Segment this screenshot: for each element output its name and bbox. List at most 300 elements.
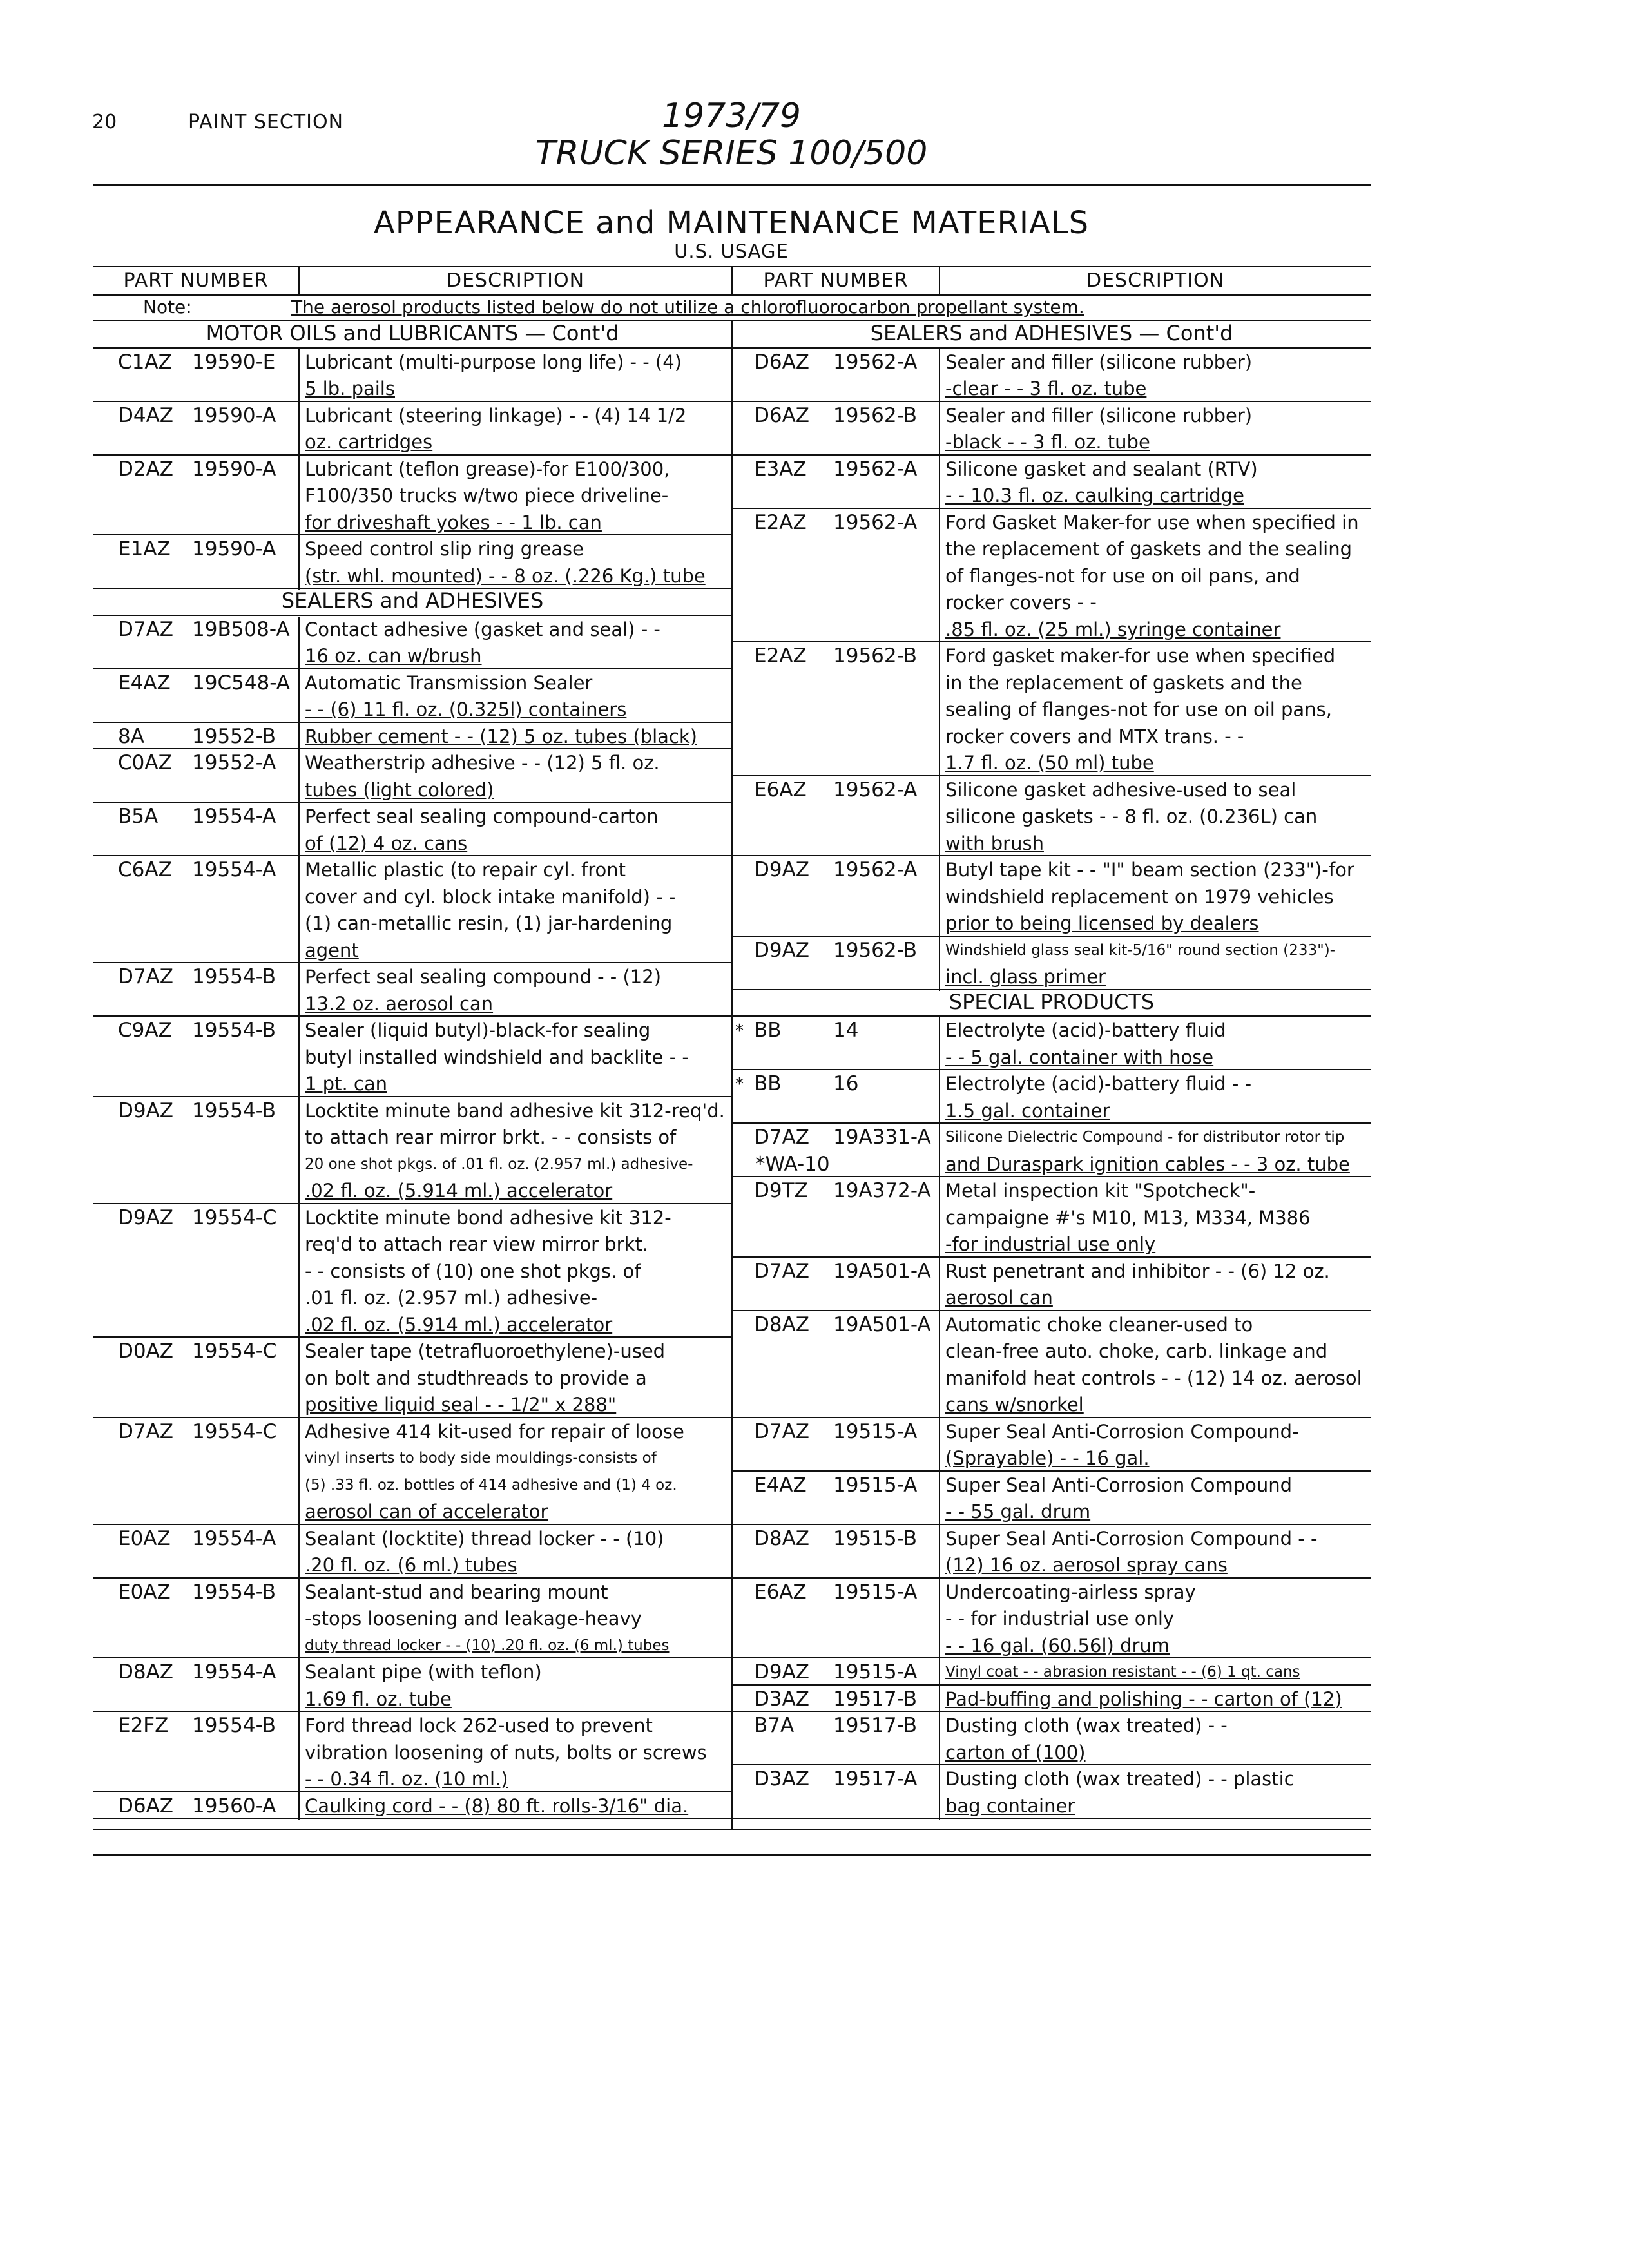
- part-number-base: 19C548-A: [192, 671, 290, 695]
- row-rule: [93, 1015, 731, 1017]
- description-line: duty thread locker - - (10) .20 fl. oz. (6 ml.) tubes: [305, 1637, 670, 1654]
- row-divider: [939, 403, 940, 456]
- part-number-base: 19554-B: [192, 1099, 276, 1122]
- row-rule: [93, 401, 731, 402]
- description-line: Rust penetrant and inhibitor - - (6) 12 oz.: [945, 1260, 1330, 1282]
- part-number-prefix: C0AZ: [118, 751, 172, 774]
- part-number-prefix: D4AZ: [118, 403, 174, 427]
- row-divider: [298, 1017, 300, 1098]
- description-line: oz. cartridges: [305, 431, 433, 453]
- row-rule: [93, 534, 731, 535]
- description-line: Sealer and filler (silicone rubber): [945, 351, 1253, 373]
- description-line: Pad-buffing and polishing - - carton of (12): [945, 1687, 1342, 1710]
- part-number-prefix: BB: [754, 1019, 782, 1042]
- row-divider: [939, 1766, 940, 1820]
- part-number-prefix: E6AZ: [754, 1580, 807, 1604]
- row-divider: [298, 670, 300, 724]
- note-label: Note:: [143, 296, 192, 318]
- description-line: manifold heat controls - - (12) 14 oz. aerosol: [945, 1367, 1362, 1389]
- description-line: aerosol can: [945, 1287, 1053, 1309]
- part-number-prefix: D7AZ: [754, 1259, 810, 1283]
- part-description: [305, 803, 659, 857]
- note-text: The aerosol products listed below do not utilize a chlorofluorocarbon propellant system.: [291, 296, 1084, 318]
- part-number-base: 19515-A: [833, 1580, 918, 1604]
- description-line: Locktite minute bond adhesive kit 312-: [305, 1206, 671, 1229]
- description-line: Sealant-stud and bearing mount: [305, 1581, 608, 1603]
- part-description: [305, 964, 661, 1017]
- description-line: Caulking cord - - (8) 80 ft. rolls-3/16" dia.: [305, 1794, 689, 1817]
- part-description: [305, 724, 697, 751]
- row-divider: [298, 1579, 300, 1660]
- description-line: clean-free auto. choke, carb. linkage and: [945, 1340, 1328, 1362]
- row-rule: [733, 1417, 1371, 1418]
- description-line: Metallic plastic (to repair cyl. front: [305, 859, 626, 881]
- description-line: incl. glass primer: [945, 966, 1106, 988]
- part-number-prefix: D7AZ: [118, 965, 174, 988]
- part-number-prefix: D9AZ: [754, 858, 810, 881]
- part-number-prefix: C1AZ: [118, 350, 172, 374]
- part-description: [945, 349, 1252, 403]
- part-number-base: 14: [833, 1019, 859, 1042]
- description-line: Super Seal Anti-Corrosion Compound: [945, 1474, 1293, 1496]
- part-number-prefix: E2AZ: [754, 644, 807, 668]
- description-line: aerosol can of accelerator: [305, 1501, 548, 1523]
- description-line: (Sprayable) - - 16 gal.: [945, 1447, 1150, 1469]
- description-line: -for industrial use only: [945, 1233, 1156, 1255]
- part-number-base: 19A331-A: [833, 1126, 931, 1149]
- description-line: .85 fl. oz. (25 ml.) syringe container: [945, 618, 1281, 640]
- description-line: Automatic Transmission Sealer: [305, 671, 593, 694]
- part-description: [305, 1017, 689, 1098]
- row-rule: [93, 454, 731, 456]
- part-number-prefix: E4AZ: [754, 1473, 807, 1497]
- description-line: to attach rear mirror brkt. - - consists of: [305, 1126, 677, 1148]
- row-rule: [93, 668, 731, 669]
- part-number-base: 19515-A: [833, 1473, 918, 1497]
- description-line: and Duraspark ignition cables - - 3 oz. tube: [945, 1153, 1350, 1175]
- part-number-prefix: D7AZ: [754, 1126, 810, 1149]
- col-part-number-left: PART NUMBER: [123, 269, 269, 292]
- row-divider: [939, 349, 940, 403]
- part-number-base: 19590-A: [192, 537, 276, 561]
- row-divider: [939, 456, 940, 510]
- part-number-prefix: E1AZ: [118, 537, 171, 561]
- row-rule: [733, 1176, 1371, 1177]
- row-rule: [93, 1577, 731, 1579]
- section-heading-rule: [93, 347, 731, 349]
- description-line: Lubricant (teflon grease)-for E100/300,: [305, 457, 670, 480]
- part-number-prefix: D7AZ: [118, 617, 174, 641]
- part-number-base: 19590-A: [192, 403, 276, 427]
- description-line: 1.69 fl. oz. tube: [305, 1687, 452, 1710]
- part-number-base: 19A501-A: [833, 1312, 931, 1336]
- part-description: [945, 777, 1317, 858]
- part-number-prefix: B5A: [118, 805, 159, 828]
- description-line: Dusting cloth (wax treated) - - plastic: [945, 1768, 1295, 1790]
- part-description: [305, 536, 706, 590]
- row-rule: [93, 1818, 731, 1819]
- row-divider: [298, 1338, 300, 1419]
- part-description: [305, 349, 682, 403]
- row-rule: [93, 1417, 731, 1418]
- row-divider: [939, 1713, 940, 1766]
- part-description: [945, 510, 1359, 644]
- part-number-base: 19554-A: [192, 1526, 276, 1550]
- description-line: Rubber cement - - (12) 5 oz. tubes (black): [305, 725, 697, 747]
- part-description: [305, 1793, 688, 1820]
- col-divider: [298, 266, 300, 295]
- part-number-base: 19517-B: [833, 1687, 917, 1711]
- part-description: [305, 1338, 665, 1419]
- section-heading-rule: [733, 347, 1371, 349]
- description-line: sealing of flanges-not for use on oil pans,: [945, 698, 1332, 720]
- col-divider: [731, 266, 733, 295]
- row-rule: [733, 454, 1371, 456]
- row-rule: [93, 1203, 731, 1204]
- part-description: [945, 1472, 1292, 1526]
- description-line: Adhesive 414 kit-used for repair of loose: [305, 1420, 684, 1443]
- table-bottom-rule: [93, 1829, 1371, 1830]
- row-rule: [733, 775, 1371, 776]
- part-number-prefix: D9AZ: [754, 938, 810, 962]
- description-line: - - (6) 11 fl. oz. (0.325l) containers: [305, 698, 627, 720]
- row-rule: [733, 1577, 1371, 1579]
- part-number-prefix: D7AZ: [118, 1419, 174, 1443]
- description-line: Sealer (liquid butyl)-black-for sealing: [305, 1019, 651, 1041]
- section-heading: MOTOR OILS and LUBRICANTS — Cont'd: [206, 321, 619, 345]
- part-number-base: 19590-A: [192, 457, 276, 481]
- description-line: Lubricant (multi-purpose long life) - - (4): [305, 351, 682, 373]
- column-header-rule: [93, 294, 1371, 296]
- description-line: -clear - - 3 fl. oz. tube: [945, 378, 1147, 399]
- description-line: Lubricant (steering linkage) - - (4) 14 1/2: [305, 404, 687, 427]
- description-line: 5 lb. pails: [305, 378, 395, 399]
- part-number-base: 19517-A: [833, 1767, 918, 1791]
- row-divider: [298, 750, 300, 803]
- part-number-prefix: D3AZ: [754, 1767, 810, 1791]
- usage-label: U.S. USAGE: [674, 240, 789, 262]
- part-description: [945, 1579, 1196, 1660]
- year-range: 1973/79: [661, 97, 802, 135]
- part-number-prefix: E4AZ: [118, 671, 171, 695]
- description-line: 13.2 oz. aerosol can: [305, 992, 494, 1015]
- description-line: silicone gaskets - - 8 fl. oz. (0.236L) can: [945, 805, 1318, 827]
- part-number-prefix: D9AZ: [118, 1099, 174, 1122]
- row-divider: [939, 1686, 940, 1713]
- description-line: Vinyl coat - - abrasion resistant - - (6) 1 qt. cans: [945, 1664, 1300, 1680]
- part-number-base: 19554-A: [192, 805, 276, 828]
- row-divider: [298, 1205, 300, 1339]
- description-line: Locktite minute band adhesive kit 312-req'd.: [305, 1099, 725, 1122]
- part-number-base: 19562-A: [833, 350, 918, 374]
- part-number-prefix: D8AZ: [118, 1660, 174, 1684]
- part-description: [945, 1312, 1362, 1419]
- description-line: Sealer and filler (silicone rubber): [945, 404, 1253, 427]
- part-description: [945, 1124, 1350, 1178]
- description-line: Butyl tape kit - - "I" beam section (233")-for: [945, 859, 1354, 881]
- row-divider: [939, 1178, 940, 1258]
- part-number-alt: *WA-10: [755, 1152, 830, 1176]
- description-line: (5) .33 fl. oz. bottles of 414 adhesive and (1) 4 oz.: [305, 1476, 677, 1494]
- row-divider: [298, 1713, 300, 1793]
- part-number-prefix: E3AZ: [754, 457, 807, 481]
- part-number-prefix: E2FZ: [118, 1714, 169, 1737]
- description-line: - - 55 gal. drum: [945, 1501, 1091, 1523]
- row-divider: [298, 857, 300, 964]
- row-rule: [733, 1310, 1371, 1311]
- part-number-prefix: D3AZ: [754, 1687, 810, 1711]
- part-number-prefix: D9TZ: [754, 1179, 808, 1202]
- description-line: Electrolyte (acid)-battery fluid - -: [945, 1073, 1252, 1095]
- description-line: Perfect seal sealing compound - - (12): [305, 966, 662, 988]
- part-description: [945, 1419, 1299, 1472]
- part-description: [305, 1579, 670, 1660]
- part-number-prefix: D6AZ: [754, 403, 810, 427]
- description-line: butyl installed windshield and backlite - -: [305, 1046, 689, 1068]
- description-line: Windshield glass seal kit-5/16" round section (233")-: [945, 941, 1336, 959]
- section-heading-rule: [93, 615, 731, 616]
- part-description: [945, 857, 1354, 937]
- row-divider: [939, 1312, 940, 1419]
- row-divider: [939, 510, 940, 644]
- row-divider: [939, 1017, 940, 1071]
- part-number-base: 19554-C: [192, 1206, 277, 1229]
- description-line: Undercoating-airless spray: [945, 1581, 1196, 1603]
- asterisk-marker: *: [735, 1021, 744, 1041]
- part-number-base: 19515-A: [833, 1660, 918, 1684]
- row-rule: [93, 722, 731, 723]
- part-description: [945, 1526, 1317, 1579]
- part-description: [305, 857, 675, 964]
- row-rule: [93, 1096, 731, 1097]
- part-number-prefix: B7A: [754, 1714, 795, 1737]
- description-line: rocker covers - -: [945, 591, 1097, 613]
- description-line: Electrolyte (acid)-battery fluid: [945, 1019, 1226, 1041]
- part-description: [945, 937, 1335, 991]
- part-number-prefix: E6AZ: [754, 778, 807, 802]
- row-divider: [298, 1419, 300, 1526]
- description-line: 1.7 fl. oz. (50 ml) tube: [945, 752, 1154, 774]
- col-description-right: DESCRIPTION: [1086, 269, 1225, 292]
- part-number-prefix: D0AZ: [118, 1340, 174, 1363]
- part-number-base: 19517-B: [833, 1714, 917, 1737]
- description-line: 20 one shot pkgs. of .01 fl. oz. (2.957 ml.) adhesive-: [305, 1155, 693, 1173]
- part-number-base: 19552-B: [192, 724, 276, 748]
- description-line: Weatherstrip adhesive - - (12) 5 fl. oz.: [305, 752, 660, 774]
- description-line: Sealant pipe (with teflon): [305, 1661, 542, 1683]
- part-number-prefix: D6AZ: [754, 350, 810, 374]
- part-description: [305, 403, 686, 456]
- col-description-left: DESCRIPTION: [446, 269, 585, 292]
- part-description: [945, 1017, 1226, 1071]
- description-line: .02 fl. oz. (5.914 ml.) accelerator: [305, 1313, 613, 1336]
- description-line: the replacement of gaskets and the sealing: [945, 538, 1352, 560]
- row-divider: [298, 536, 300, 590]
- center-divider: [731, 320, 733, 1829]
- description-line: 1 pt. can: [305, 1073, 387, 1095]
- row-rule: [93, 1711, 731, 1712]
- row-divider: [298, 456, 300, 537]
- row-divider: [939, 1472, 940, 1526]
- description-line: Sealant (locktite) thread locker - - (10): [305, 1527, 664, 1550]
- part-number-prefix: D9AZ: [754, 1660, 810, 1684]
- part-description: [945, 1071, 1251, 1124]
- description-line: cover and cyl. block intake manifold) - -: [305, 885, 676, 908]
- part-description: [945, 1686, 1342, 1713]
- row-rule: [733, 1818, 1371, 1819]
- description-line: cans w/snorkel: [945, 1394, 1084, 1416]
- description-line: -stops loosening and leakage-heavy: [305, 1608, 642, 1629]
- description-line: - - consists of (10) one shot pkgs. of: [305, 1260, 641, 1282]
- row-divider: [298, 1793, 300, 1820]
- row-divider: [298, 1526, 300, 1579]
- description-line: in the replacement of gaskets and the: [945, 671, 1302, 694]
- description-line: Dusting cloth (wax treated) - -: [945, 1715, 1228, 1736]
- section-heading: SEALERS and ADHESIVES — Cont'd: [870, 321, 1233, 345]
- part-number-base: 19554-B: [192, 965, 276, 988]
- row-rule: [93, 1791, 731, 1792]
- description-line: 1.5 gal. container: [945, 1099, 1110, 1122]
- part-number-prefix: E2AZ: [754, 510, 807, 534]
- part-number-prefix: D6AZ: [118, 1794, 174, 1818]
- row-divider: [939, 1579, 940, 1660]
- part-description: [305, 617, 660, 670]
- part-number-base: 19515-A: [833, 1419, 918, 1443]
- description-line: rocker covers and MTX trans. - -: [945, 725, 1244, 747]
- part-number-prefix: D8AZ: [754, 1312, 810, 1336]
- part-number-base: 16: [833, 1072, 859, 1095]
- part-number-base: 19562-A: [833, 510, 918, 534]
- row-rule: [93, 1336, 731, 1338]
- description-line: vinyl inserts to body side mouldings-consists of: [305, 1450, 657, 1466]
- description-line: 16 oz. can w/brush: [305, 645, 482, 667]
- row-divider: [939, 1526, 940, 1579]
- description-line: - - for industrial use only: [945, 1608, 1175, 1629]
- part-number-prefix: BB: [754, 1072, 782, 1095]
- description-line: Super Seal Anti-Corrosion Compound - -: [945, 1527, 1318, 1550]
- description-line: Super Seal Anti-Corrosion Compound-: [945, 1420, 1299, 1443]
- row-rule: [93, 802, 731, 803]
- section-heading: SPECIAL PRODUCTS: [949, 989, 1155, 1014]
- series-title: TRUCK SERIES 100/500: [535, 134, 928, 173]
- part-description: [945, 1713, 1228, 1766]
- description-line: - - 10.3 fl. oz. caulking cartridge: [945, 485, 1244, 506]
- row-divider: [939, 857, 940, 937]
- part-description: [945, 1178, 1311, 1258]
- description-line: carton of (100): [945, 1741, 1086, 1763]
- description-line: windshield replacement on 1979 vehicles: [945, 885, 1334, 908]
- page-number: 20: [92, 111, 117, 133]
- description-line: Sealer tape (tetrafluoroethylene)-used: [305, 1340, 666, 1362]
- row-divider: [298, 1098, 300, 1205]
- row-rule: [93, 1524, 731, 1525]
- part-description: [305, 1098, 725, 1205]
- part-number-base: 19A372-A: [833, 1179, 931, 1202]
- row-rule: [733, 1122, 1371, 1124]
- description-line: Contact adhesive (gasket and seal) - -: [305, 618, 660, 640]
- part-number-base: 19562-B: [833, 403, 917, 427]
- row-rule: [733, 1069, 1371, 1070]
- description-line: of (12) 4 oz. cans: [305, 832, 468, 854]
- part-description: [945, 643, 1335, 777]
- part-number-base: 19560-A: [192, 1794, 276, 1818]
- description-line: campaigne #'s M10, M13, M334, M386: [945, 1206, 1311, 1229]
- row-divider: [939, 937, 940, 991]
- part-description: [945, 1258, 1330, 1312]
- row-rule: [733, 1256, 1371, 1258]
- description-line: Perfect seal sealing compound-carton: [305, 805, 659, 827]
- description-line: (12) 16 oz. aerosol spray cans: [945, 1554, 1228, 1576]
- part-number-base: 19554-B: [192, 1019, 276, 1042]
- part-number-base: 19590-E: [192, 350, 276, 374]
- description-line: tubes (light colored): [305, 778, 494, 801]
- row-divider: [298, 403, 300, 456]
- footer-rule: [93, 1854, 1371, 1856]
- header-rule: [93, 184, 1371, 186]
- part-number-prefix: D8AZ: [754, 1526, 810, 1550]
- row-divider: [298, 724, 300, 751]
- part-number-base: 19554-A: [192, 1660, 276, 1684]
- row-rule: [93, 1657, 731, 1658]
- part-description: [945, 403, 1252, 456]
- part-number-prefix: E0AZ: [118, 1580, 171, 1604]
- row-divider: [298, 349, 300, 403]
- row-rule: [93, 962, 731, 963]
- description-line: Automatic choke cleaner-used to: [945, 1313, 1253, 1336]
- description-line: bag container: [945, 1794, 1075, 1817]
- part-number-prefix: C6AZ: [118, 858, 172, 881]
- section-heading: SEALERS and ADHESIVES: [281, 588, 544, 613]
- part-number-prefix: D7AZ: [754, 1419, 810, 1443]
- row-rule: [733, 641, 1371, 642]
- part-number-base: 19A501-A: [833, 1259, 931, 1283]
- part-number-base: 19562-B: [833, 938, 917, 962]
- part-number-prefix: D2AZ: [118, 457, 174, 481]
- description-line: prior to being licensed by dealers: [945, 912, 1259, 934]
- part-description: [305, 1419, 684, 1526]
- part-description: [305, 1659, 542, 1713]
- part-number-base: 19562-A: [833, 858, 918, 881]
- description-line: positive liquid seal - - 1/2" x 288": [305, 1394, 617, 1416]
- asterisk-marker: *: [735, 1075, 744, 1094]
- description-line: vibration loosening of nuts, bolts or screws: [305, 1741, 707, 1763]
- part-number-prefix: 8A: [118, 724, 144, 748]
- row-divider: [939, 1258, 940, 1312]
- row-divider: [298, 617, 300, 670]
- part-number-base: 19515-B: [833, 1526, 917, 1550]
- row-divider: [939, 1124, 940, 1178]
- description-line: of flanges-not for use on oil pans, and: [945, 564, 1300, 587]
- description-line: Silicone gasket and sealant (RTV): [945, 457, 1258, 480]
- part-description: [945, 456, 1258, 510]
- row-rule: [733, 1524, 1371, 1525]
- row-divider: [939, 777, 940, 858]
- description-line: .02 fl. oz. (5.914 ml.) accelerator: [305, 1180, 613, 1202]
- part-description: [305, 1713, 707, 1793]
- description-line: Speed control slip ring grease: [305, 538, 584, 560]
- part-number-base: 19554-B: [192, 1580, 276, 1604]
- description-line: -black - - 3 fl. oz. tube: [945, 431, 1150, 453]
- description-line: (str. whl. mounted) - - 8 oz. (.226 Kg.) tube: [305, 564, 706, 587]
- description-line: .01 fl. oz. (2.957 ml.) adhesive-: [305, 1287, 598, 1309]
- row-rule: [733, 1657, 1371, 1658]
- row-divider: [939, 1071, 940, 1124]
- part-description: [945, 1659, 1300, 1686]
- row-rule: [93, 855, 731, 856]
- row-divider: [298, 964, 300, 1017]
- row-divider: [298, 1659, 300, 1713]
- part-description: [305, 1205, 671, 1339]
